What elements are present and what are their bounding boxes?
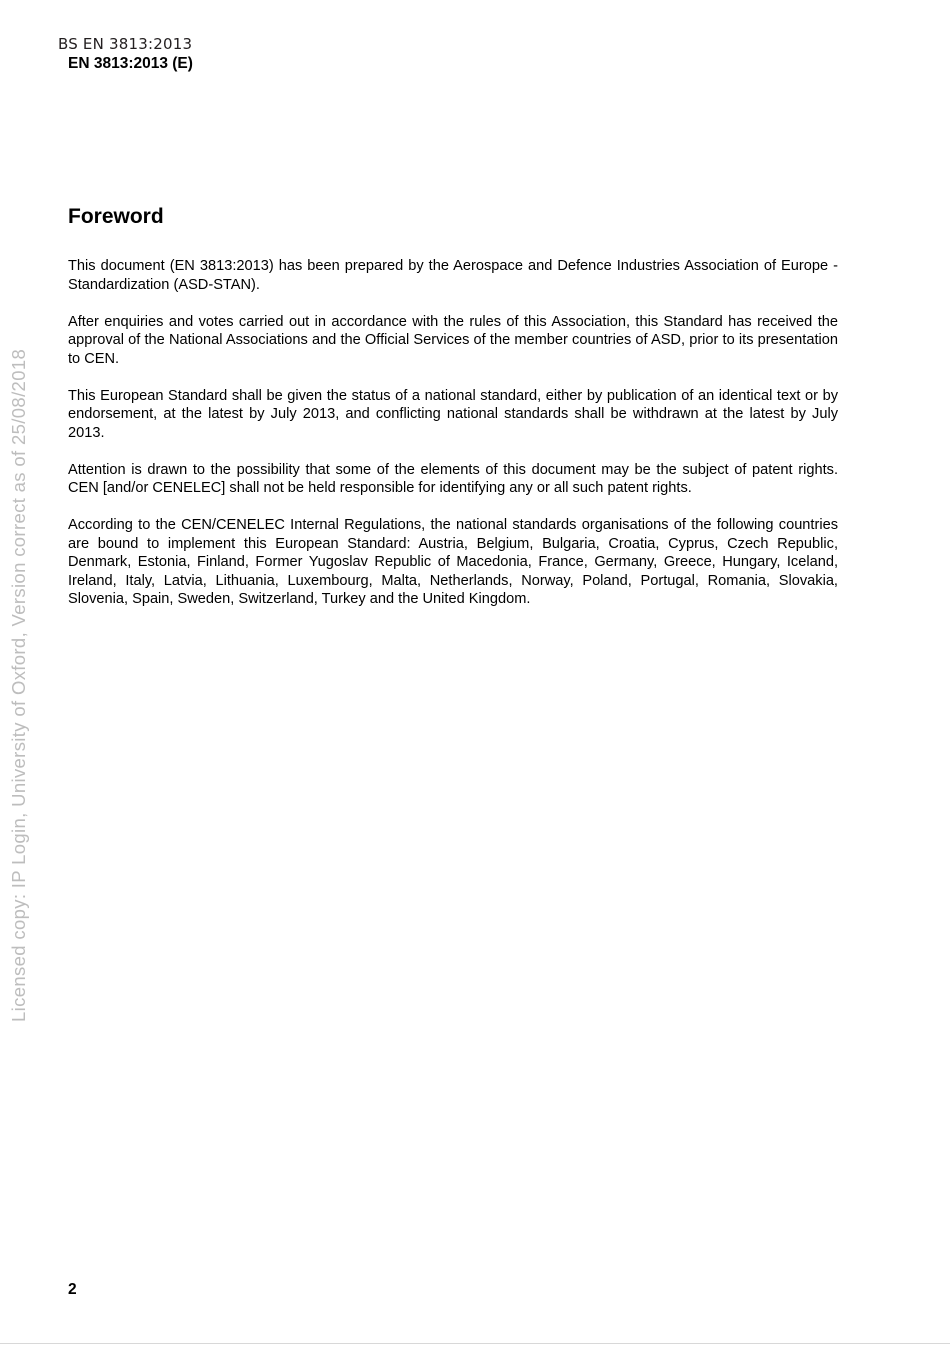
license-watermark: Licensed copy: IP Login, University of Oxford, Version correct as of 25/08/2018 [8,348,29,1022]
page-number: 2 [68,1281,77,1298]
en-designation: EN 3813:2013 (E) [68,55,193,72]
page-bottom-divider [0,1343,950,1344]
paragraph-approval: After enquiries and votes carried out in accordance with the rules of this Association, this Standard has received the approval of the National Associations and the Official Services of the member countries of ASD, prior to its presentation to CEN. [68,313,838,367]
paragraph-patent-rights: Attention is drawn to the possibility that some of the elements of this document may be the subject of patent rights. CEN [and/or CENELEC] shall not be held responsible for identifying any or all such patent rights. [68,461,838,496]
paragraph-national-status: This European Standard shall be given the status of a national standard, either by publication of an identical text or by endorsement, at the latest by July 2013, and conflicting national standards shall be withdrawn at the latest by July 2013. [68,387,838,441]
foreword-body [68,257,838,627]
paragraph-prepared-by: This document (EN 3813:2013) has been prepared by the Aerospace and Defence Industries Association of Europe - Standardization (ASD-STAN). [68,258,838,293]
paragraph-member-countries: According to the CEN/CENELEC Internal Regulations, the national standards organisations of the following countries are bound to implement this European Standard: Austria, Belgium, Bulgaria, Croatia, Cyprus, Czech Republic, Denmark, Estonia, Finland, Former Yugoslav Republic of Macedonia, France, Germany, Greece, Hungary, Iceland, Ireland, Italy, Latvia, Lithuania, Luxembourg, Malta, Netherlands, Norway, Poland, Portugal, Romania, Slovakia, Slovenia, Spain, Sweden, Switzerland, Turkey and the United Kingdom. [68,517,838,607]
bs-designation: BS EN 3813:2013 [58,35,193,53]
foreword-heading: Foreword [68,205,164,228]
